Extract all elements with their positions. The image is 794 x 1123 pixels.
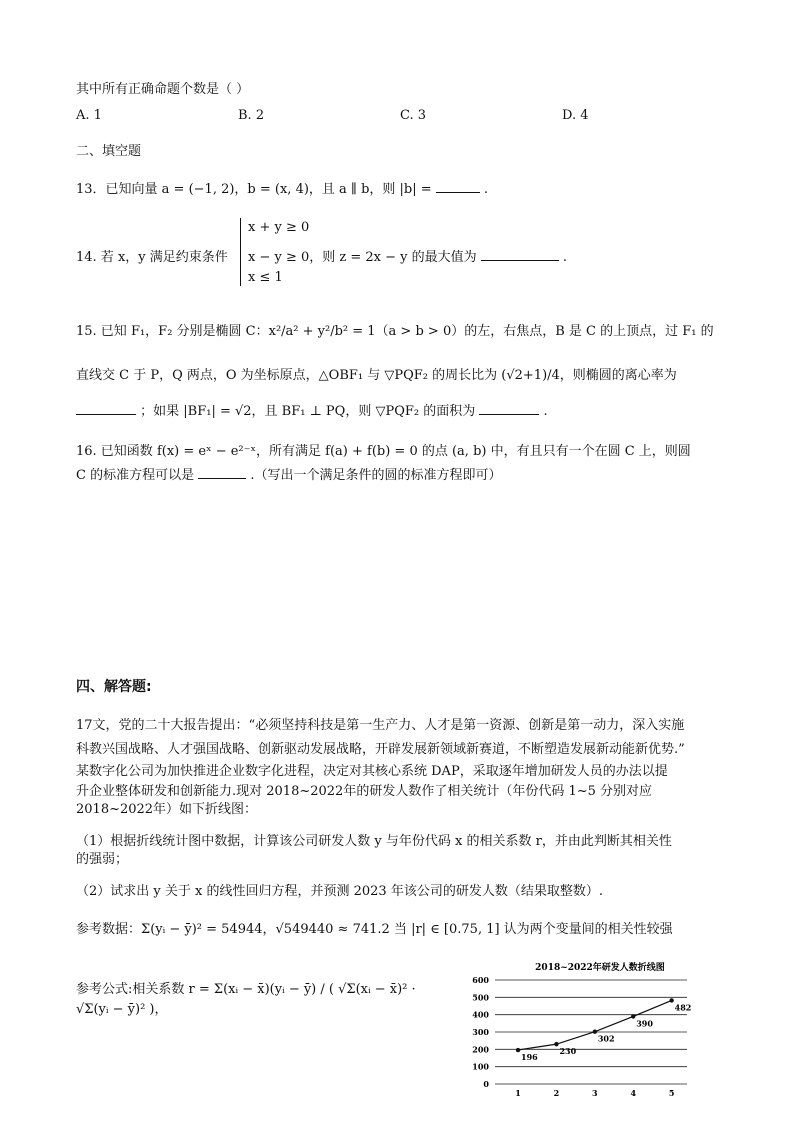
data-label: 230	[559, 1046, 577, 1057]
constraint-3: x ≤ 1	[248, 270, 283, 285]
question-16-text: C 的标准方程可以是	[76, 468, 195, 483]
question-13	[76, 178, 488, 197]
constraint-1: x + y ≥ 0	[248, 220, 310, 235]
y-tick-label: 100	[472, 1061, 489, 1072]
question-15-line-2: 直线交 C 于 P，Q 两点，O 为坐标原点，△OBF₁ 与 ▽PQF₂ 的周长比为 (√2+1)/4，则椭圆的离心率为	[76, 368, 677, 383]
option-b: B. 2	[238, 108, 265, 123]
option-a: A. 1	[76, 108, 102, 123]
question-17-part-1: （1）根据折线统计图中数据，计算该公司研发人数 y 与年份代码 x 的相关系数 r，并由此判断其相关性	[76, 834, 672, 849]
reference-data: 参考数据：Σ(yᵢ − ȳ)² = 54944，√549440 ≈ 741.2 当 |r| ∈ [0.75, 1] 认为两个变量间的相关性较强	[76, 922, 673, 937]
question-17-para-3: 某数字化公司为加快推进企业数字化进程，决定对其核心系统 DAP，采取逐年增加研发人员的办法以提	[76, 764, 668, 779]
y-tick-label: 600	[472, 975, 489, 985]
question-17-para-2: 科教兴国战略、人才强国战略、创新驱动发展战略，开辟发展新领域新赛道，不断塑造发展新动能新优势.”	[76, 742, 685, 757]
section-answer-heading: 四、解答题:	[76, 679, 152, 695]
constraint-brace	[240, 218, 241, 286]
question-15-text: ；如果 |BF₁| = √2，且 BF₁ ⊥ PQ，则 ▽PQF₂ 的面积为	[140, 404, 476, 419]
question-15-line-3	[76, 400, 548, 419]
data-label: 390	[636, 1018, 653, 1029]
question-17-para-5: 2018~2022年）如下折线图：	[76, 802, 258, 817]
option-c: C. 3	[400, 108, 427, 123]
answer-blank	[76, 402, 136, 415]
question-17-para-4: 升企业整体研发和创新能力.现对 2018~2022年的研发人数作了相关统计（年份代码 1~5 分别对应	[76, 784, 653, 799]
question-13-end: .	[483, 182, 489, 197]
question-16-end: .（写出一个满足条件的圆的标准方程即可）	[250, 468, 502, 483]
question-14-constraint-2	[248, 246, 567, 265]
answer-blank	[198, 466, 246, 479]
question-15-line-1: 15. 已知 F₁，F₂ 分别是椭圆 C：x²/a² + y²/b² = 1（a > b > 0）的左，右焦点，B 是 C 的上顶点，过 F₁ 的	[76, 324, 714, 339]
line-chart	[455, 958, 695, 1098]
question-continuation: 其中所有正确命题个数是（ ）	[76, 82, 250, 97]
data-label: 196	[521, 1052, 538, 1063]
question-17-part-1-cont: 的强弱；	[76, 852, 129, 867]
question-13-text: 13．已知向量 a = (−1, 2)，b = (x, 4)，且 a ∥ b，则 |b| =	[76, 182, 432, 197]
y-tick-label: 300	[472, 1027, 489, 1037]
question-16-line-1: 16. 已知函数 f(x) = eˣ − e²⁻ˣ，所有满足 f(a) + f(b) = 0 的点 (a, b) 中，有且只有一个在圆 C 上，则圆	[76, 444, 691, 459]
question-17-part-2: （2）试求出 y 关于 x 的线性回归方程，并预测 2023 年该公司的研发人数（结果取整数）.	[76, 884, 603, 899]
data-point	[554, 1042, 558, 1046]
question-14-end: .	[562, 250, 568, 265]
data-point	[669, 998, 673, 1002]
x-tick-label: 2	[553, 1088, 560, 1098]
x-tick-label: 1	[515, 1088, 521, 1098]
y-tick-label: 400	[472, 1009, 489, 1020]
data-point	[631, 1014, 635, 1018]
y-tick-label: 0	[483, 1079, 489, 1089]
chart-title: 2018~2022年研发人数折线图	[535, 963, 665, 973]
answer-blank	[436, 180, 480, 193]
answer-blank	[479, 402, 539, 415]
question-15-end: .	[543, 404, 548, 419]
question-14-lead: 14. 若 x，y 满足约束条件	[76, 250, 228, 265]
reference-formula: 参考公式:相关系数 r = Σ(xᵢ − x̄)(yᵢ − ȳ) / ( √Σ(xᵢ − x̄)² · √Σ(yᵢ − ȳ)² )，	[76, 982, 416, 1017]
question-16-line-2	[76, 464, 502, 483]
x-tick-label: 4	[630, 1088, 637, 1098]
answer-blank	[481, 248, 559, 261]
x-tick-label: 5	[668, 1088, 675, 1098]
option-d: D. 4	[562, 108, 589, 123]
data-point	[516, 1048, 520, 1052]
y-tick-label: 500	[472, 992, 489, 1003]
question-17-para-1: 17文，党的二十大报告提出：“必须坚持科技是第一生产力、人才是第一资源、创新是第一动力，深入实施	[76, 718, 685, 733]
data-label: 482	[674, 1002, 692, 1013]
constraint-2: x − y ≥ 0，则 z = 2x − y 的最大值为	[248, 250, 477, 265]
line-chart-svg	[455, 958, 695, 1098]
y-tick-label: 200	[472, 1044, 489, 1055]
section-fill-in-blank-heading: 二、填空题	[76, 144, 142, 159]
data-label: 302	[597, 1033, 615, 1044]
data-point	[593, 1029, 597, 1033]
x-tick-label: 3	[592, 1088, 598, 1098]
